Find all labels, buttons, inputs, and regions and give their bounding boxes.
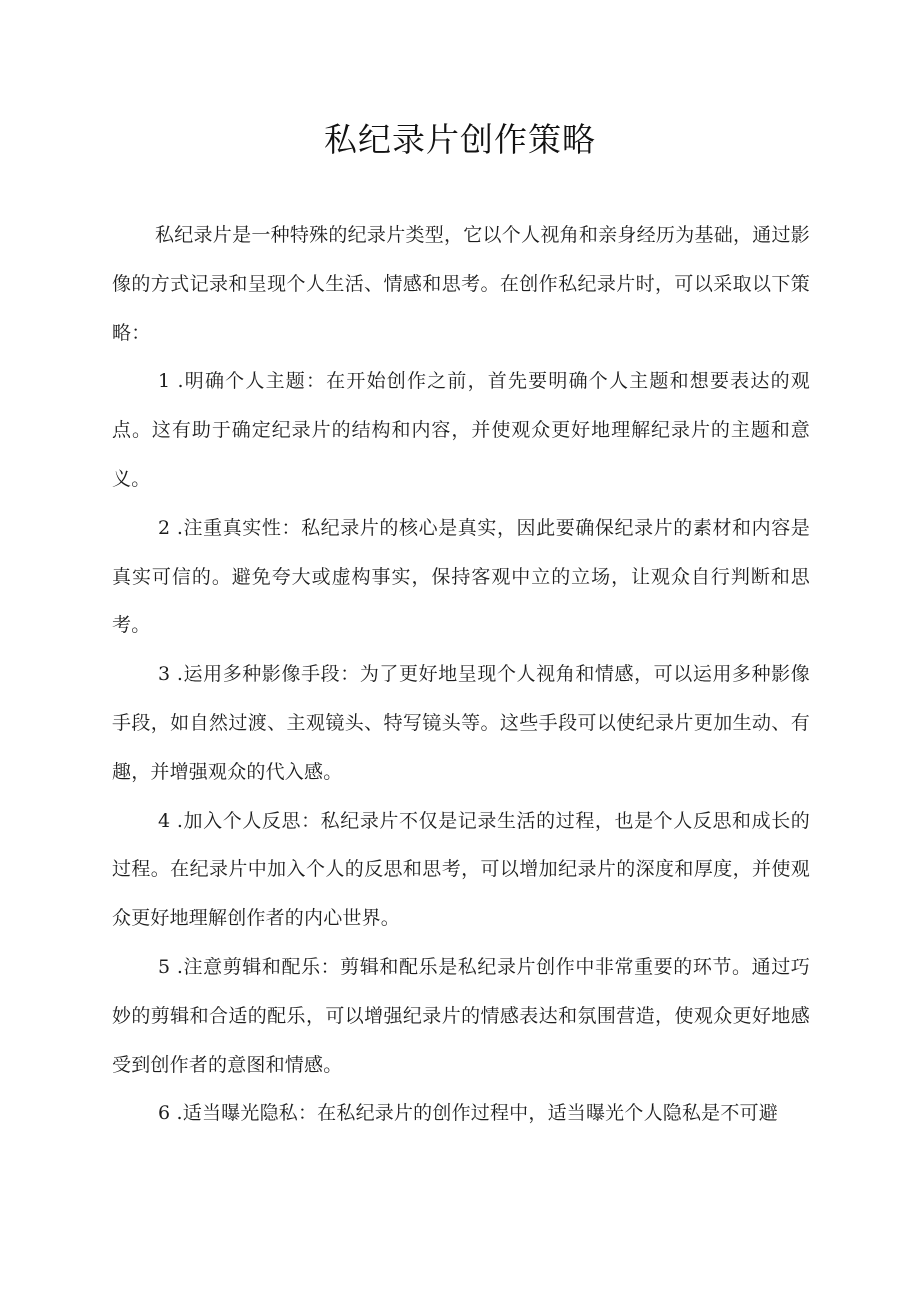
strategy-item-1: 1 .明确个人主题：在开始创作之前，首先要明确个人主题和想要表达的观点。这有助于确定纪录片的结构和内容，并使观众更好地理解纪录片的主题和意义。: [112, 370, 810, 490]
strategy-item-4: 4 .加入个人反思：私纪录片不仅是记录生活的过程，也是个人反思和成长的过程。在纪录片中加入个人的反思和思考，可以增加纪录片的深度和厚度，并使观众更好地理解创作者的内心世界。: [112, 809, 810, 930]
strategy-item-5: 5 .注意剪辑和配乐：剪辑和配乐是私纪录片创作中非常重要的环节。通过巧妙的剪辑和合适的配乐，可以增强纪录片的情感表达和氛围营造，使观众更好地感受到创作者的意图和情感。: [112, 955, 810, 1076]
document-title: 私纪录片创作策略: [324, 120, 596, 159]
strategy-item-2: 2 .注重真实性：私纪录片的核心是真实，因此要确保纪录片的素材和内容是真实可信的。避免夸大或虚构事实，保持客观中立的立场，让观众自行判断和思考。: [112, 516, 810, 637]
intro-paragraph: 私纪录片是一种特殊的纪录片类型，它以个人视角和亲身经历为基础，通过影像的方式记录和呈现个人生活、情感和思考。在创作私纪录片时，可以采取以下策略：: [112, 224, 810, 344]
strategy-item-6: 6 .适当曝光隐私：在私纪录片的创作过程中，适当曝光个人隐私是不可避: [158, 1102, 778, 1125]
document-body: [112, 211, 810, 1138]
strategy-item-3: 3 .运用多种影像手段：为了更好地呈现个人视角和情感，可以运用多种影像手段，如自然过渡、主观镜头、特写镜头等。这些手段可以使纪录片更加生动、有趣，并增强观众的代入感。: [112, 663, 810, 783]
